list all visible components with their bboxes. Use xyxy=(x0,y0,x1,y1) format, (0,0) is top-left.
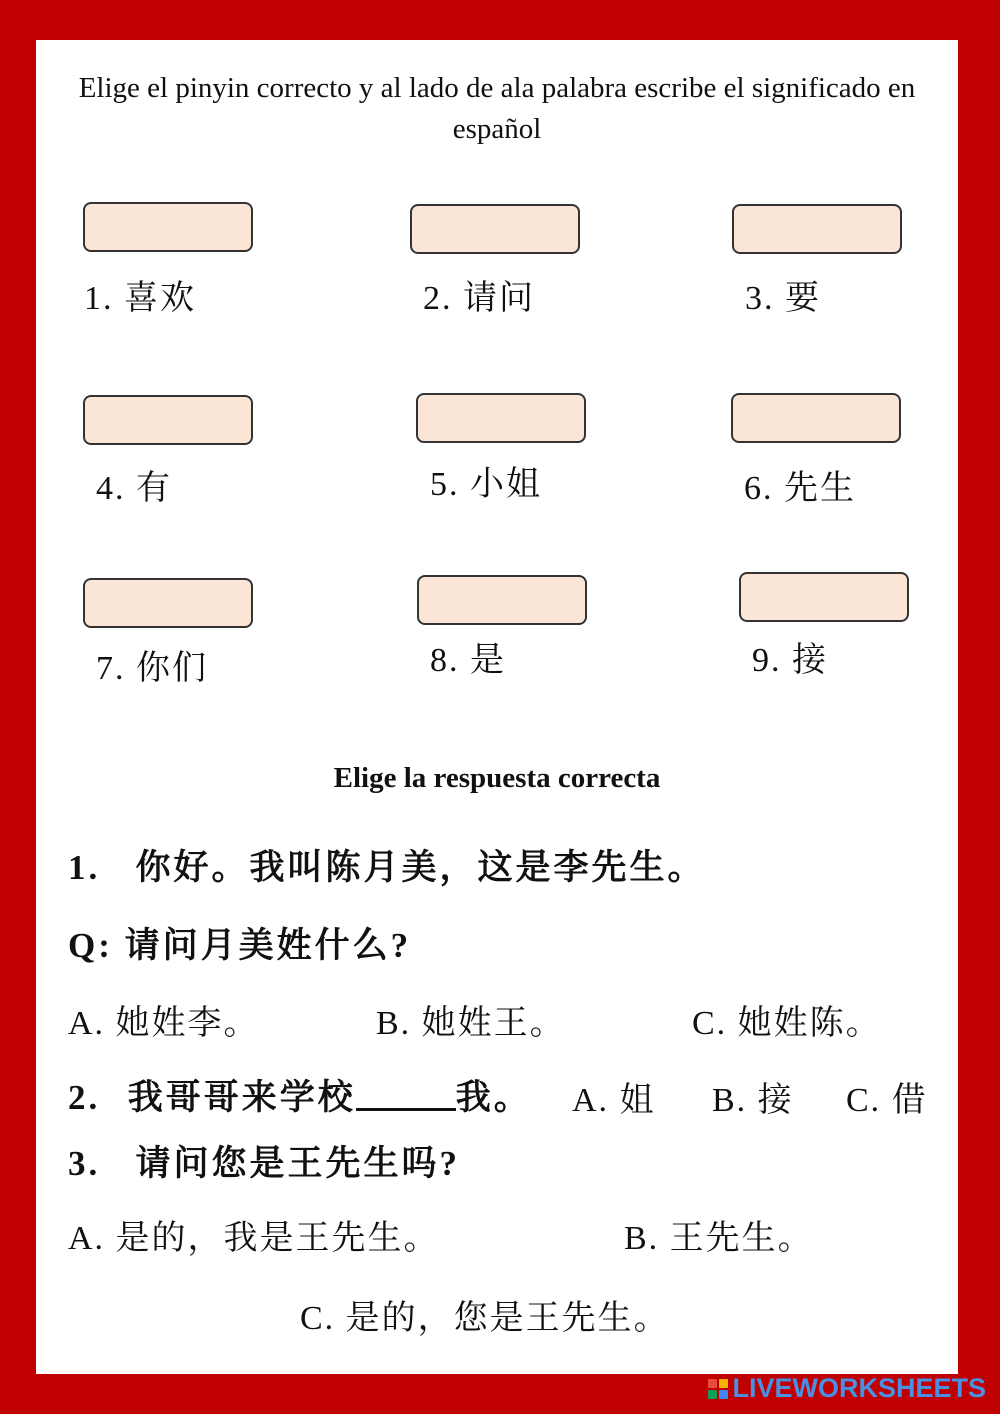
word-hanzi: 喜欢 xyxy=(124,280,196,317)
word-number: 8. xyxy=(430,642,460,679)
question-number: 2. xyxy=(68,1078,101,1117)
word-hanzi: 是 xyxy=(470,642,506,679)
word-hanzi: 先生 xyxy=(784,470,856,507)
q2-option-c[interactable]: C. 借 xyxy=(846,1082,928,1119)
word-item-1 xyxy=(84,270,196,319)
question-text: 你好。我叫陈月美，这是李先生。 xyxy=(135,848,706,887)
word-hanzi: 要 xyxy=(785,280,821,317)
logo-square-v xyxy=(708,1390,717,1399)
word-number: 5. xyxy=(430,466,460,503)
word-item-7 xyxy=(96,640,208,689)
word-hanzi: 有 xyxy=(136,470,172,507)
logo-text: LIVEWORKSHEETS xyxy=(732,1373,986,1403)
word-item-2 xyxy=(423,270,535,319)
answer-box-5[interactable] xyxy=(416,393,586,443)
question-text-before: 我哥哥来学校 xyxy=(127,1078,356,1117)
word-number: 1. xyxy=(84,280,114,317)
question-number: 1. xyxy=(68,848,101,887)
word-item-9 xyxy=(752,632,828,681)
answer-box-8[interactable] xyxy=(417,575,587,625)
liveworksheets-logo xyxy=(708,1373,986,1404)
q3-option-b[interactable]: B. 王先生。 xyxy=(624,1220,814,1257)
question-text: 请问您是王先生吗? xyxy=(135,1144,461,1183)
answer-box-2[interactable] xyxy=(410,204,580,254)
answer-box-7[interactable] xyxy=(83,578,253,628)
q1-option-b[interactable]: B. 她姓王。 xyxy=(376,1005,566,1042)
question-1-prompt: Q: 请问月美姓什么? xyxy=(68,926,412,965)
question-2 xyxy=(68,1070,532,1120)
answer-box-6[interactable] xyxy=(731,393,901,443)
word-number: 3. xyxy=(745,280,775,317)
word-number: 9. xyxy=(752,642,782,679)
instructions-text: Elige el pinyin correcto y al lado de ala palabra escribe el significado en español xyxy=(78,72,916,145)
answer-box-1[interactable] xyxy=(83,202,253,252)
answer-box-9[interactable] xyxy=(739,572,909,622)
word-item-3 xyxy=(745,270,821,319)
worksheet-page xyxy=(36,40,958,1374)
logo-square-i xyxy=(719,1379,728,1388)
q1-option-c[interactable]: C. 她姓陈。 xyxy=(692,1005,882,1042)
q1-option-a[interactable]: A. 她姓李。 xyxy=(68,1005,260,1042)
word-item-4 xyxy=(96,460,172,509)
question-text-after: 我。 xyxy=(455,1078,532,1117)
q2-option-b[interactable]: B. 接 xyxy=(712,1082,794,1119)
logo-square-l xyxy=(708,1379,717,1388)
word-number: 4. xyxy=(96,470,126,507)
answer-blank[interactable] xyxy=(356,1078,456,1111)
word-item-5 xyxy=(430,456,542,505)
word-number: 2. xyxy=(423,280,453,317)
answer-box-4[interactable] xyxy=(83,395,253,445)
word-number: 7. xyxy=(96,650,126,687)
question-3 xyxy=(68,1136,460,1186)
logo-square-e xyxy=(719,1390,728,1399)
question-number: 3. xyxy=(68,1144,101,1183)
q3-option-a[interactable]: A. 是的，我是王先生。 xyxy=(68,1220,440,1257)
question-1 xyxy=(68,840,706,890)
word-hanzi: 请问 xyxy=(463,280,535,317)
section2-title: Elige la respuesta correcta xyxy=(333,762,661,794)
word-number: 6. xyxy=(744,470,774,507)
logo-mark-icon xyxy=(708,1379,728,1399)
word-item-6 xyxy=(744,460,856,509)
word-hanzi: 接 xyxy=(792,642,828,679)
word-hanzi: 你们 xyxy=(136,650,208,687)
q2-option-a[interactable]: A. 姐 xyxy=(572,1082,656,1119)
q3-option-c[interactable]: C. 是的，您是王先生。 xyxy=(300,1300,670,1337)
answer-box-3[interactable] xyxy=(732,204,902,254)
word-item-8 xyxy=(430,632,506,681)
word-hanzi: 小姐 xyxy=(470,466,542,503)
